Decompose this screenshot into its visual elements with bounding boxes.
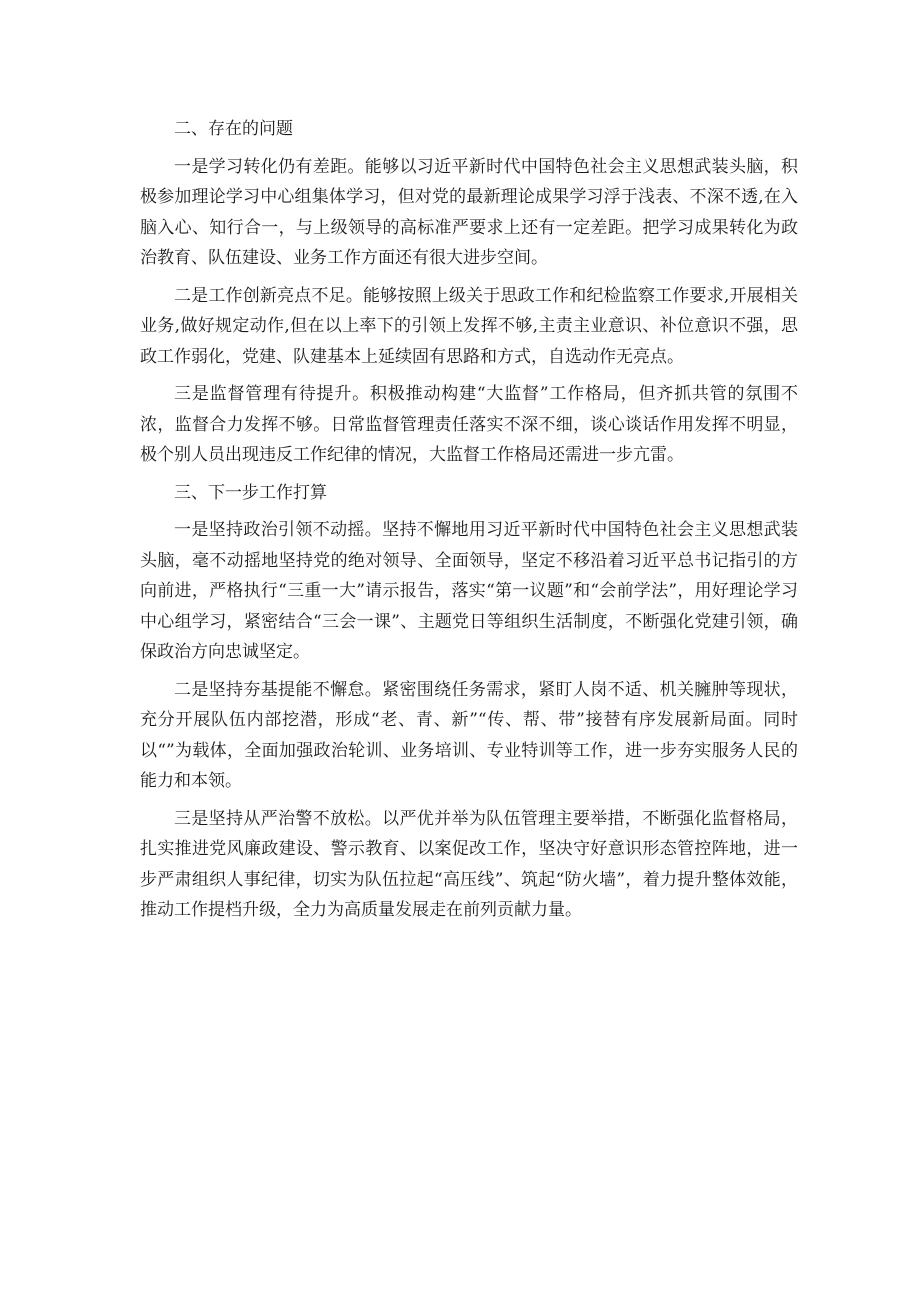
paragraph-study-gap: 一是学习转化仍有差距。能够以习近平新时代中国特色社会主义思想武装头脑，积极参加理论学习中心组集体学习，但对党的最新理论成果学习浮于浅表、不深不透,在入脑入心、知行合一，与上级领导的高标准严要求上还有一定差距。把学习成果转化为政治教育、队伍建设、业务工作方面还有很大进步空间。: [140, 156, 798, 268]
paragraph-supervision-gap: 三是监督管理有待提升。积极推动构建“大监督”工作格局，但齐抓共管的氛围不浓，监督合力发挥不够。日常监督管理责任落实不深不细，谈心谈话作用发挥不明显，极个别人员出现违反工作纪律的情况，大监督工作格局还需进一步亢雷。: [140, 384, 798, 465]
section-heading-next-steps: 三、下一步工作打算: [174, 482, 327, 503]
section-heading-problems: 二、存在的问题: [174, 119, 293, 139]
paragraph-political-leadership: 一是坚持政治引领不动摇。坚持不懈地用习近平新时代中国特色社会主义思想武装头脑，毫不动摇地坚持党的绝对领导、全面领导，坚定不移沿着习近平总书记指引的方向前进，严格执行“三重一大”请示报告，落实“第一议题”和“会前学法”，用好理论学习中心组学习，紧密结合“三会一课”、主题党日等组织生活制度，不断强化党建引领，确保政治方向忠诚坚定。: [140, 520, 798, 662]
paragraph-capacity-building: 二是坚持夯基提能不懈怠。紧密围绕任务需求，紧盯人岗不适、机关臃肿等现状，充分开展队伍内部挖潜，形成“老、青、新”“传、帮、带”接替有序发展新局面。同时以“”为载体，全面加强政治轮训、业务培训、专业特训等工作，进一步夯实服务人民的能力和本领。: [140, 679, 798, 791]
document-body: [140, 114, 798, 933]
paragraph-innovation-gap: 二是工作创新亮点不足。能够按照上级关于思政工作和纪检监察工作要求,开展相关业务,做好规定动作,但在以上率下的引领上发挥不够,主责主业意识、补位意识不强，思政工作弱化，党建、队建基本上延续固有思路和方式，自选动作无亮点。: [140, 285, 798, 367]
paragraph-strict-governance: 三是坚持从严治警不放松。以严优并举为队伍管理主要举措，不断强化监督格局，扎实推进党风廉政建设、警示教育、以案促改工作，坚决守好意识形态管控阵地，进一步严肃组织人事纪律，切实为队伍拉起“高压线”、筑起“防火墙”，着力提升整体效能，推动工作提档升级，全力为高质量发展走在前列贡献力量。: [140, 808, 798, 920]
